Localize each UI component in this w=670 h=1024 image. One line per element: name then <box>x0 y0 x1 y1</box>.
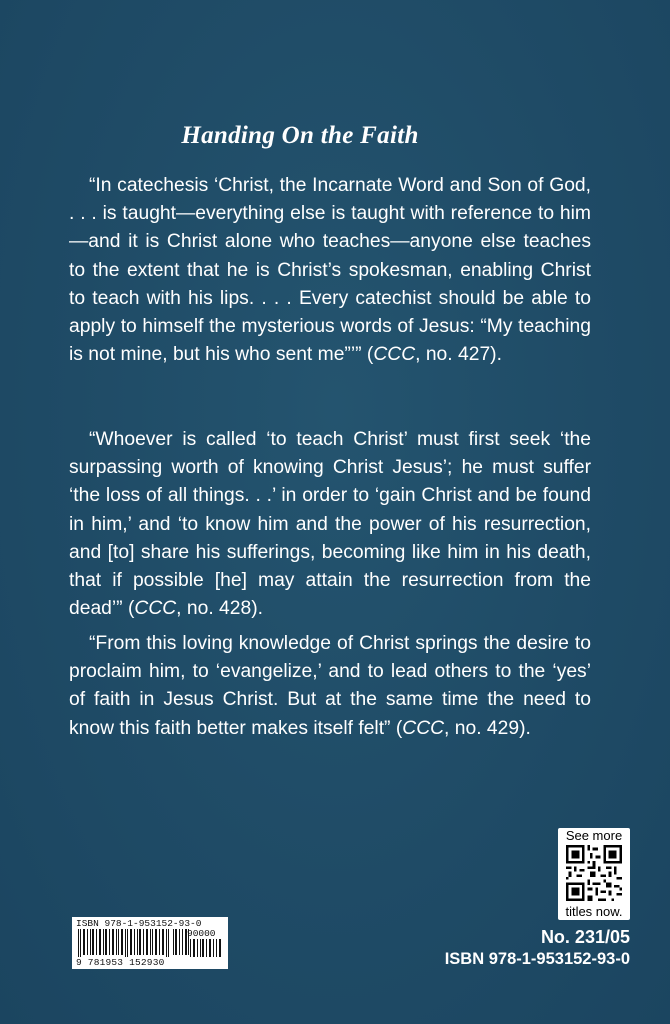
citation-source: CCC <box>373 344 416 366</box>
quote-paragraph-3 <box>69 630 591 743</box>
citation-reference: , no. 429). <box>444 717 531 739</box>
qr-code-icon <box>566 844 622 902</box>
quote-paragraph-1 <box>69 172 591 369</box>
qr-top-label: See more <box>565 828 623 843</box>
catalog-number: No. 231/05 <box>540 927 630 947</box>
barcode-isbn-label: ISBN 978-1-953152-93-0 <box>76 918 202 929</box>
barcode <box>72 917 228 969</box>
isbn-number: ISBN 978-1-953152-93-0 <box>444 950 630 968</box>
barcode-digits: 9 781953 152930 <box>76 957 165 968</box>
barcode-price-code: 90000 <box>187 928 216 939</box>
quote-text: “From this loving knowledge of Christ springs the desire to proclaim him, to ‘evangelize,’ and to lead others to the ‘yes’ of faith in Jesus Christ. But at the same time the need to know this faith better makes itself felt” ( <box>69 633 591 739</box>
quote-text: “In catechesis ‘Christ, the Incarnate Word and Son of God, . . . is taught—everything else is taught with reference to him—and it is Christ alone who teaches—anyone else teaches to the extent that he is Christ’s spokesman, enabling Christ to teach with his lips. . . . Every catechist should be able to apply to himself the mysterious words of Jesus: “My teaching is not mine, but his who sent me”’” ( <box>69 175 591 366</box>
citation-source: CCC <box>402 717 445 739</box>
citation-reference: , no. 428). <box>176 598 263 620</box>
quote-paragraph-2 <box>69 426 591 623</box>
quote-text: “Whoever is called ‘to teach Christ’ must first seek ‘the surpassing worth of knowing Christ Jesus’; he must suffer ‘the loss of all things. . .’ in order to ‘gain Christ and be found in him,’ and ‘to know him and the power of his resurrection, and [to] share his sufferings, becoming like him in his death, that if possible [he] may attain the resurrection from the dead’” ( <box>69 429 591 620</box>
citation-reference: , no. 427). <box>415 344 502 366</box>
page-title: Handing On the Faith <box>181 122 419 149</box>
qr-code-panel[interactable] <box>558 828 630 920</box>
citation-source: CCC <box>134 598 177 620</box>
qr-bottom-label: titles now. <box>565 904 623 919</box>
